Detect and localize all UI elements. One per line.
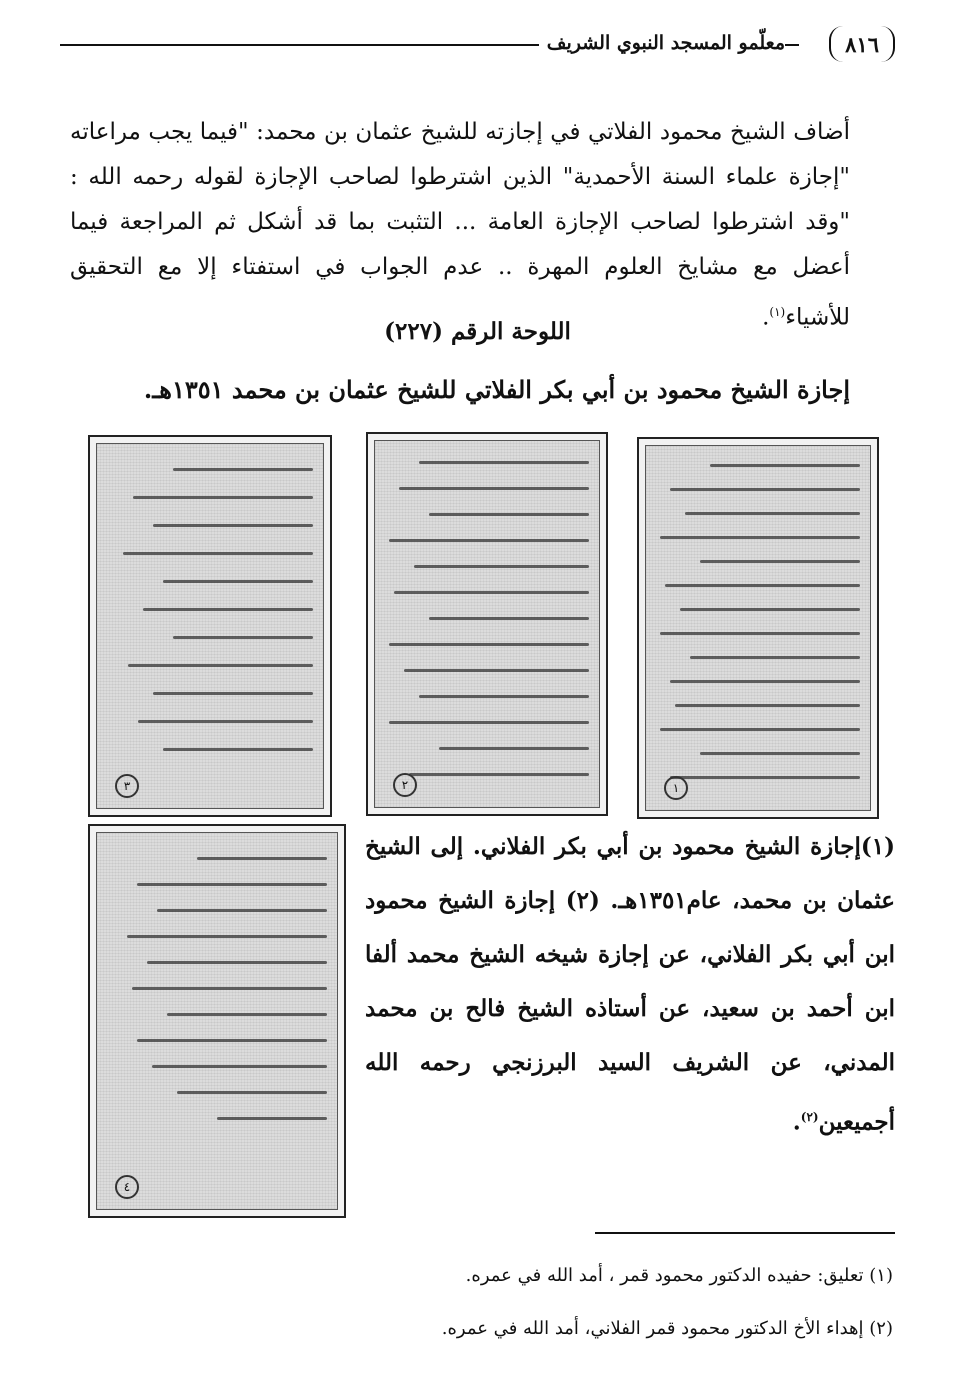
- footnote-2: (٢) إهداء الأخ الدكتور محمود قمر الفلاني، أمد الله في عمره.: [441, 1318, 893, 1339]
- paragraph-text: أضاف الشيخ محمود الفلاتي في إجازته للشيخ عثمان بن محمد: "فيما يجب مراعاته "إجازة علماء السنة الأحمدية" الذين اشترطوا لصاحب الإجازة لقوله رحمه الله : "وقد اشترطوا لصاحب الإجازة العامة ... التثبت بما قد أشكل ثم المراجعة فيما أعضل مع مشايخ العلوم المهرة .. عدم الجواب في استفتاء إلا مع التحقيق للأشياء: [70, 119, 850, 331]
- manuscript-number: ٤: [115, 1175, 139, 1199]
- manuscript-scan: [645, 445, 871, 811]
- paragraph-end: .: [762, 304, 770, 331]
- manuscript-image-1: [637, 437, 879, 819]
- footnote-separator: [595, 1232, 895, 1234]
- figure-caption: [365, 820, 895, 1150]
- page-number: ٨١٦: [829, 26, 895, 62]
- manuscript-number: ١: [664, 776, 688, 800]
- manuscript-image-3: [88, 435, 332, 817]
- running-title: معلّمو المسجد النبوي الشريف: [539, 32, 785, 54]
- manuscript-scan: [96, 443, 324, 809]
- manuscript-scan: [96, 832, 338, 1210]
- page-header: [60, 22, 895, 68]
- body-paragraph: [70, 110, 850, 341]
- footnote-ref-2[interactable]: (٢): [800, 1110, 819, 1124]
- caption-text: (١)إجازة الشيخ محمود بن أبي بكر الفلاني. إلى الشيخ عثمان بن محمد، عام١٣٥١هـ. (٢) إجازة الشيخ محمود ابن أبي بكر الفلاني، عن إجازة شيخه الشيخ محمد ألفا ابن أحمد بن سعيد، عن أستاذه الشيخ فالح بن محمد المدني، عن الشريف السيد البرزنجي رحمه الله أجميعين: [365, 833, 896, 1136]
- manuscript-scan: [374, 440, 600, 808]
- plate-title: اللوحة الرقم (٢٢٧): [384, 318, 571, 345]
- footnote-1: (١) تعليق: حفيده الدكتور محمود قمر ، أمد الله في عمره.: [465, 1265, 893, 1286]
- manuscript-number: ٢: [393, 773, 417, 797]
- manuscript-image-2: [366, 432, 608, 816]
- manuscript-number: ٣: [115, 774, 139, 798]
- footnote-ref-1[interactable]: (١): [769, 305, 786, 319]
- plate-subtitle: إجازة الشيخ محمود بن أبي بكر الفلاتي للشيخ عثمان بن محمد ١٣٥١هـ.: [143, 375, 850, 404]
- manuscript-image-4: [88, 824, 346, 1218]
- caption-end: .: [792, 1108, 801, 1136]
